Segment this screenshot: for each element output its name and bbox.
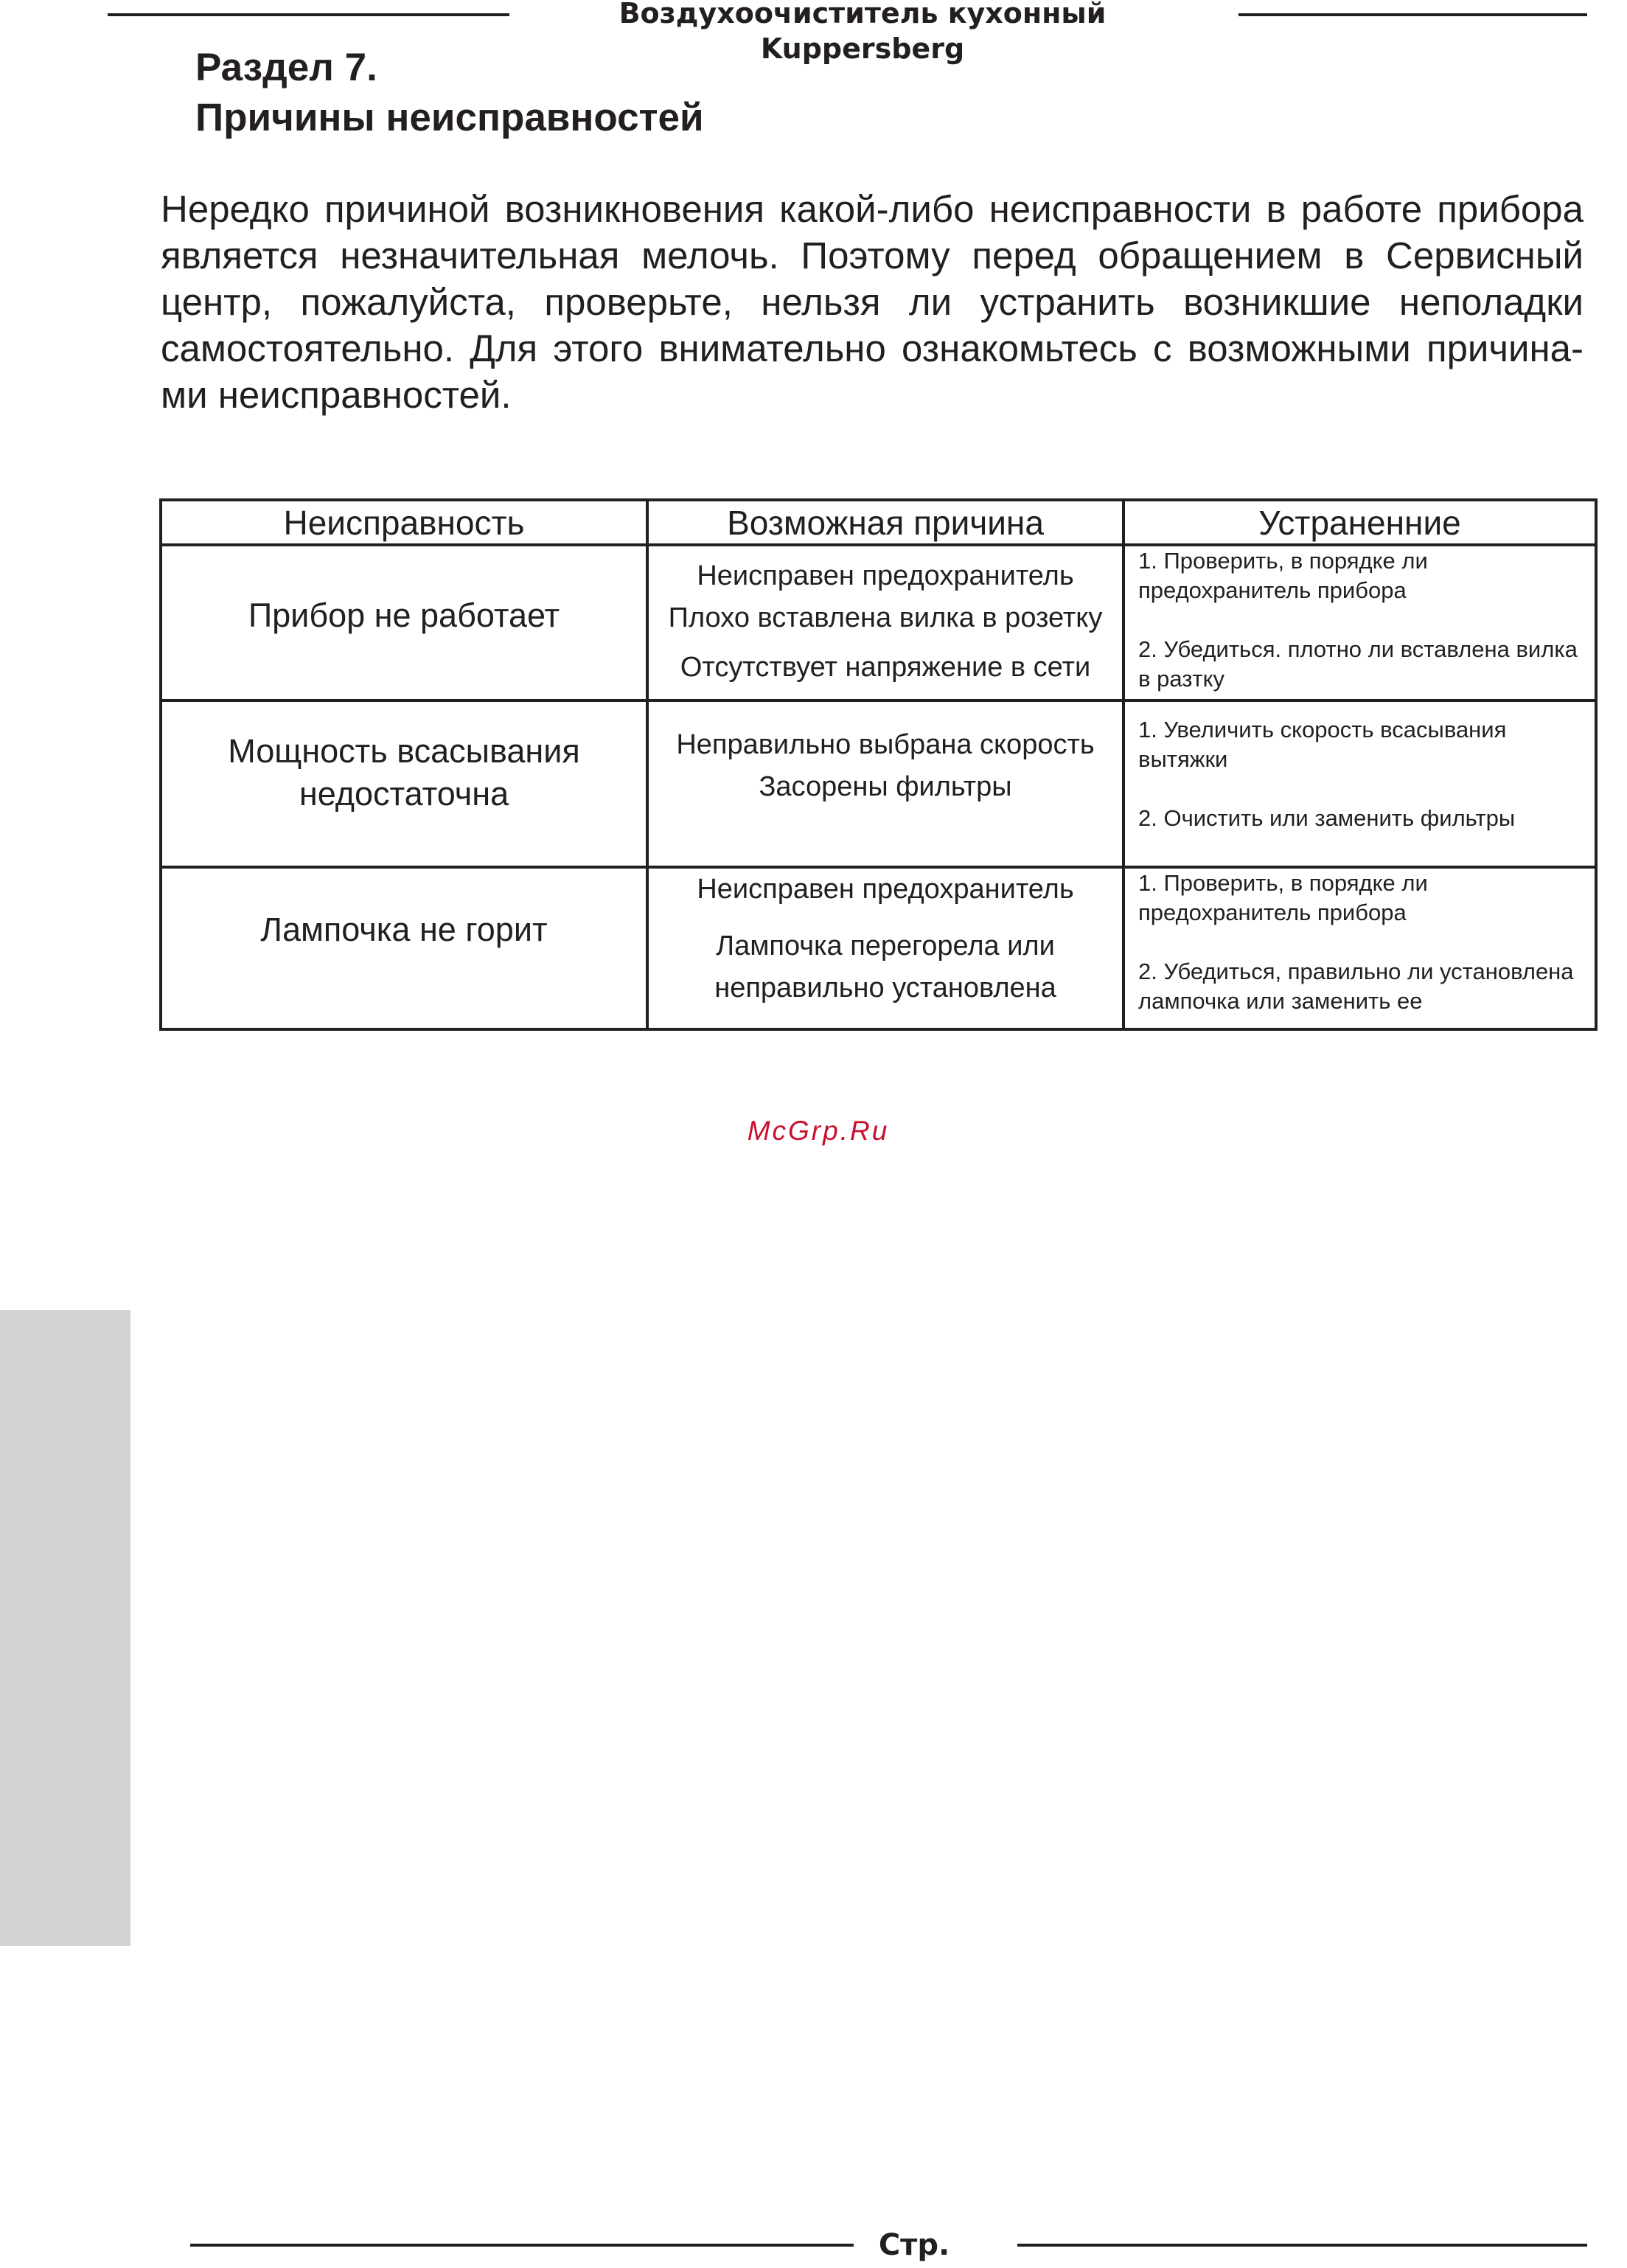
section-title: Причины неисправностей bbox=[195, 96, 704, 139]
cause-line: Плохо вставлена вилка в розетку bbox=[668, 602, 1103, 633]
header-rule-right bbox=[1238, 13, 1587, 16]
cause-cell bbox=[647, 867, 1123, 1029]
fix-cell bbox=[1123, 545, 1596, 700]
column-header-cause: Возможная причина bbox=[647, 500, 1123, 545]
cause-line: Неисправен предохранитель bbox=[697, 560, 1074, 591]
cause-line: Неправильно выбрана скорость bbox=[676, 729, 1095, 760]
watermark: McGrp.Ru bbox=[747, 1116, 890, 1146]
table-row bbox=[161, 867, 1596, 1029]
fault-cell: Прибор не работает bbox=[161, 545, 647, 700]
side-tab bbox=[0, 1310, 130, 1946]
fix-step: 2. Убедиться, правильно ли установлена лампочка или заменить ее bbox=[1138, 959, 1574, 1014]
fix-step: 2. Убедиться. плотно ли вставлена вилка в разтку bbox=[1138, 636, 1578, 692]
troubleshooting-table bbox=[159, 498, 1598, 1031]
section-number: Раздел 7. bbox=[195, 46, 377, 89]
cause-line: Неисправен предохранитель bbox=[697, 874, 1074, 905]
cause-line: Засорены фильтры bbox=[759, 771, 1012, 802]
cause-cell bbox=[647, 700, 1123, 867]
fix-cell bbox=[1123, 700, 1596, 867]
cause-cell bbox=[647, 545, 1123, 700]
column-header-fault: Неисправность bbox=[161, 500, 647, 545]
fix-step: 1. Увеличить скорость всасывания вытяжки bbox=[1138, 717, 1507, 772]
table-row bbox=[161, 545, 1596, 700]
header-rule-left bbox=[108, 13, 509, 16]
fault-cell: Мощность всасывания недостаточна bbox=[161, 700, 647, 867]
fault-cell: Лампочка не горит bbox=[161, 867, 647, 1029]
fix-step: 2. Очистить или заменить фильтры bbox=[1138, 805, 1516, 831]
column-header-fix: Устраненние bbox=[1123, 500, 1596, 545]
fix-cell bbox=[1123, 867, 1596, 1029]
fix-step: 1. Проверить, в порядке ли предохранитель прибора bbox=[1138, 548, 1428, 603]
cause-line: Лампочка перегорела или неправильно установлена bbox=[714, 930, 1056, 1003]
cause-line: Отсутствует напряжение в сети bbox=[680, 652, 1091, 683]
page-label: Стр. bbox=[878, 2228, 950, 2262]
table-row bbox=[161, 700, 1596, 867]
fix-step: 1. Проверить, в порядке ли предохранитель прибора bbox=[1138, 870, 1428, 925]
section-heading bbox=[195, 43, 704, 143]
intro-paragraph: Нередко причиной возникновения какой-либо неисправности в работе прибора является незначительная мелочь. Поэтому перед обращением в Сервисный центр, пожалуйста, проверьте, нельзя ли устранить возникшие неполадки самостоятельно. Для этого внимательно ознакомьтесь с возможными причина-ми неисправностей. bbox=[161, 188, 1584, 416]
footer-rule-right bbox=[1017, 2244, 1587, 2247]
footer-rule-left bbox=[190, 2244, 854, 2247]
table-header-row bbox=[161, 500, 1596, 545]
header-title: Воздухоочиститель кухонный Kuppersberg bbox=[619, 0, 1107, 65]
